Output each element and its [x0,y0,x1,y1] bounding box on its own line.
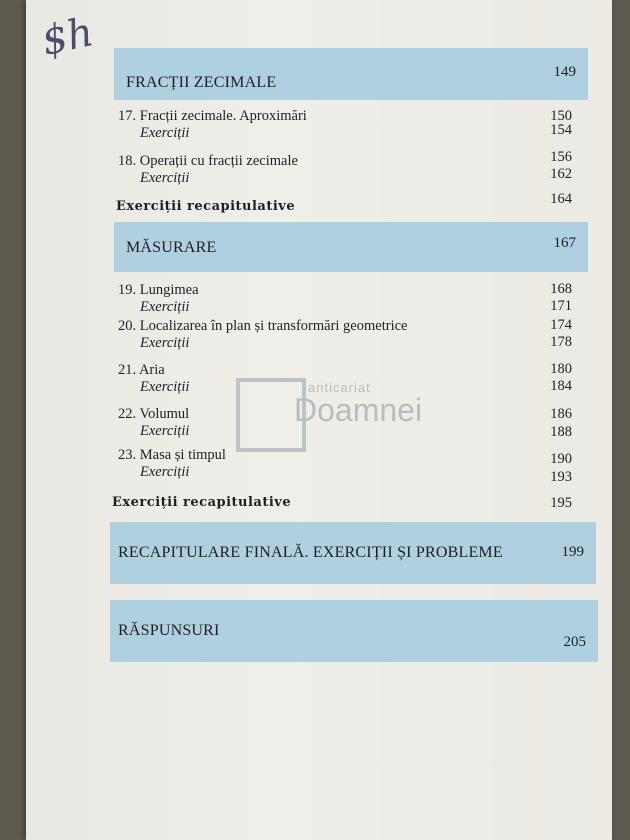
toc-entry: 18. Operații cu fracții zecimale [118,153,298,169]
toc-page: 171 [550,298,572,314]
toc-entry: 20. Localizarea în plan și transformări geometrice [118,318,408,334]
toc-page: 156 [550,149,572,165]
toc-page: 150 [550,108,572,124]
section-recapitulare-finala [110,522,596,584]
toc-entry-exercise: Exerciții [140,464,190,480]
toc-recap: Exerciții recapitulative [112,495,292,510]
toc-recap: Exerciții recapitulative [116,199,296,214]
toc-page: 190 [550,451,572,467]
toc-entry: 22. Volumul [118,406,190,422]
book-page [26,0,612,840]
watermark-big-text: Doamnei [294,392,423,428]
section-title: RĂSPUNSURI [118,622,220,639]
section-title: MĂSURARE [126,239,217,256]
toc-entry-exercise: Exerciții [140,170,190,186]
toc-entry: 17. Fracții zecimale. Aproximări [118,108,307,124]
watermark-logo [236,378,436,458]
toc-entry-exercise: Exerciții [140,335,190,351]
toc-entry-exercise: Exerciții [140,423,190,439]
toc-entry: 21. Aria [118,362,165,378]
toc-page: 184 [550,378,572,394]
toc-entry-exercise: Exerciții [140,125,190,141]
toc-page: 195 [550,495,572,511]
toc-entry-exercise: Exerciții [140,379,190,395]
section-page: 149 [553,64,576,80]
toc-page: 168 [550,281,572,297]
toc-page: 164 [550,191,572,207]
toc-page: 188 [550,424,572,440]
toc-page: 154 [550,122,572,138]
toc-page: 178 [550,334,572,350]
toc-page: 186 [550,406,572,422]
watermark-small-text: anticariat [308,380,371,395]
handwritten-mark: $h [37,9,98,65]
section-page: 205 [563,634,586,650]
section-raspunsuri [110,600,598,662]
section-page: 167 [553,235,576,251]
toc-page: 180 [550,361,572,377]
toc-entry: 19. Lungimea [118,282,199,298]
toc-page: 193 [550,469,572,485]
section-page: 199 [561,544,584,560]
section-title: RECAPITULARE FINALĂ. EXERCIȚII ȘI PROBLEME [118,544,503,561]
section-title: FRACȚII ZECIMALE [126,74,277,91]
toc-entry-exercise: Exerciții [140,299,190,315]
toc-entry: 23. Masa și timpul [118,447,226,463]
section-masurare [114,222,588,272]
toc-page: 162 [550,166,572,182]
toc-page: 174 [550,317,572,333]
section-fractii-zecimale [114,48,588,100]
